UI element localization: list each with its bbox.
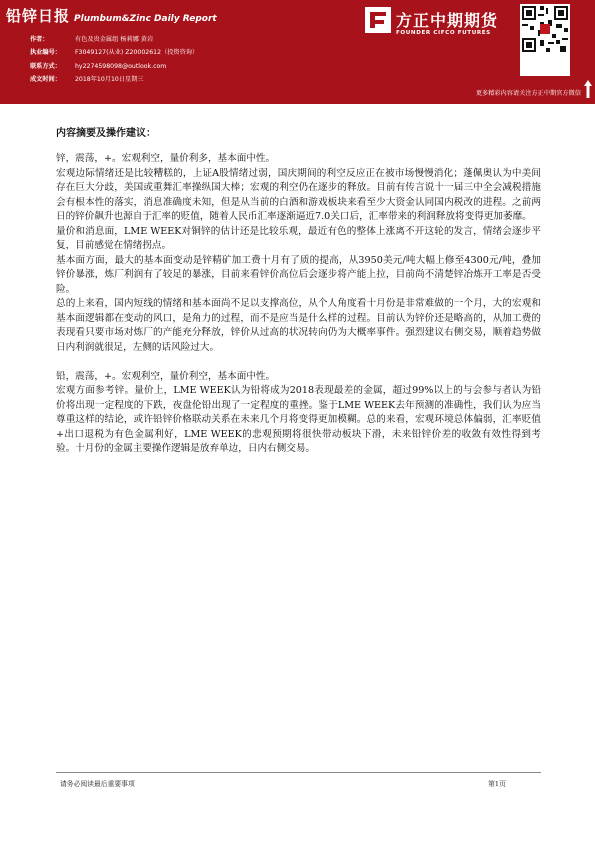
meta-value: F3049127(从业) Z20002612（投资咨询） [75,49,199,57]
meta-value: 2018年10月10日星期三 [75,75,144,83]
header-divider [0,102,595,104]
logo-text-en: FOUNDER CIFCO FUTURES [396,30,491,36]
report-title [6,5,217,26]
zinc-fundamentals-paragraph: 基本面方面，最大的基本面变动是锌精矿加工费十月有了质的提高，从3950美元/吨大幅上修至4300元/吨，叠加锌价暴涨，炼厂利润有了较足的暴涨，目前来看锌价高位后会逐步将产能上拉，目前尚不清楚锌冶炼开工率是否受险。 [56,254,541,295]
footer-divider [56,772,541,773]
meta-date [30,73,198,86]
paragraph-spacer [56,355,541,370]
page-number: 第1页 [488,780,506,788]
report-header [0,0,595,102]
meta-value[interactable]: hy2274598098@outlook.com [75,62,167,70]
qr-code-icon [520,4,570,54]
report-title-cn: 铅锌日报 [6,7,71,25]
zinc-macro-paragraph: 宏观边际情绪还是比较糟糕的，上证A股情绪过弱，国庆期间的利空反应正在被市场慢慢消化；蓬佩奥认为中美间存在巨大分歧，美国或重舞汇率操纵国大棒；宏观的利空仍在逐步的释放。目前有传言说十一届三中全会减税措施会有根本性的落实，消息准确度未知，但是从当前的白酒和游戏板块来看至少大资金认同国内税改的进程。之前两日的锌价飙升也源自于汇率的贬值，随着人民币汇率逐渐逼近7.0关口后，汇率带来的利润释放将变得更加萎靡。 [56,167,541,222]
zinc-conclusion-paragraph: 总的上来看，国内短线的情绪和基本面尚不足以支撑高位，从个人角度看十月份是非常难做的一个月，大的宏观和基本面逻辑都在变动的风口，是角力的过程，而不是应当是什么样的过程。目前认为锌价还是略高的，从加工费的表现看只要市场对炼厂的产能充分释放，锌价从过高的状况转向仍为大概率事件。强烈建议右侧交易，顺着趋势做日内利润就很足，左侧的话风险过大。 [56,298,541,353]
wechat-qr-code[interactable] [520,4,570,76]
meta-contact [30,60,198,73]
arrow-up-icon [584,80,592,98]
zinc-summary: 锌，震荡，+。宏观利空，量价利多，基本面中性。 [56,153,276,164]
meta-label: 作者： [30,36,49,43]
lead-summary: 铅，震荡，+。宏观利空，量价利空，基本面中性。 [56,370,276,382]
meta-label: 联系方式： [30,62,61,70]
meta-license [30,46,198,59]
report-title-en: Plumbum&Zinc Daily Report [74,14,217,24]
meta-value: 有色及贵金属组 杨莉娜 黄岩 [75,36,154,43]
meta-label: 执业编号： [30,49,61,57]
author-meta [30,33,198,86]
lead-analysis-paragraph: 宏观方面参考锌。量价上，LME WEEK认为铅将成为2018表现最差的金属，超过99%以上的与会参与者认为铅价将出现一定程度的下跌，夜盘伦铅出现了一定程度的重挫。鉴于LME WEEK去年预测的准确性，我们认为应当尊重这样的结论，或许铅锌价格联动关系在未来几个月将变得更加模糊。总的来看，宏观环境总体偏弱，汇率贬值+出口退税为有色金属利好，LME WEEK的悲观预期将很快带动板块下滑，未来铅锌价差的收敛有效性得到考验。十月份的金属主要操作逻辑是放弃单边，日内右侧交易。 [56,385,541,454]
founder-logo-icon [364,6,392,34]
footer-disclaimer: 请务必阅读最后重要事项 [60,780,135,788]
logo-text-cn: 方正中期期货 [396,11,499,30]
follow-wechat-text: 更多精彩内容请关注方正中期官方微信 [475,90,581,97]
report-content [56,152,541,457]
zinc-volume-paragraph: 量价和消息面，LME WEEK对铜锌的估计还是比较乐观，最近有色的整体上涨离不开这轮的发言，情绪会逐步平复，目前感觉在情绪拐点。 [56,225,541,251]
section-title: 内容摘要及操作建议： [56,128,156,139]
meta-label: 成文时间： [30,75,61,83]
meta-author [30,33,198,46]
